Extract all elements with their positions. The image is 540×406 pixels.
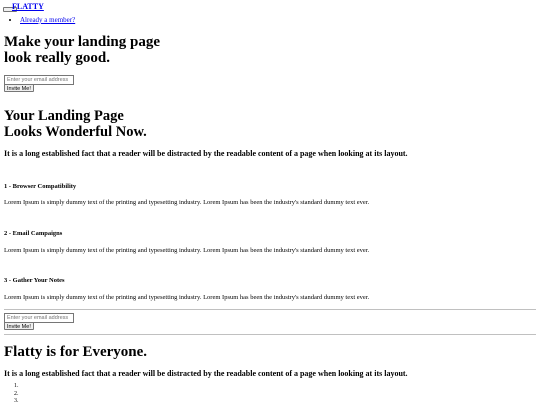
everyone-lead: It is a long established fact that a reader will be distracted by the readable content of a page when looking at its layout. (4, 369, 408, 378)
hero-title-line2: look really good. (4, 49, 110, 66)
hero-invite-button[interactable]: Invite Me! (4, 84, 34, 92)
features-title-line1: Your Landing Page (4, 108, 124, 124)
nav-item (20, 16, 75, 24)
already-member-link[interactable]: Already a member? (20, 16, 76, 24)
feature-title: 2 - Email Campaigns (4, 230, 63, 237)
section-divider (4, 309, 536, 310)
feature-text: Lorem Ipsum is simply dummy text of the printing and typesetting industry. Lorem Ipsum has been the industry's standard dummy text ever. (4, 294, 370, 301)
everyone-title: Flatty is for Everyone. (4, 344, 148, 360)
feature-text: Lorem Ipsum is simply dummy text of the printing and typesetting industry. Lorem Ipsum has been the industry's standard dummy text ever. (4, 199, 370, 206)
hero-title (4, 35, 160, 66)
feature-title: 3 - Gather Your Notes (4, 277, 65, 284)
feature-title: 1 - Browser Compatibility (4, 183, 77, 190)
brand-link[interactable]: FLATTY (12, 2, 44, 11)
features-title (4, 109, 147, 140)
features-title-line2: Looks Wonderful Now. (4, 123, 147, 140)
features-invite-button[interactable]: Invite Me! (4, 322, 34, 330)
section-divider (4, 334, 536, 335)
feature-text: Lorem Ipsum is simply dummy text of the printing and typesetting industry. Lorem Ipsum has been the industry's standard dummy text ever. (4, 247, 370, 254)
nav-list (0, 16, 75, 24)
features-lead: It is a long established fact that a reader will be distracted by the readable content of a page when looking at its layout. (4, 149, 408, 158)
hero-title-line1: Make your landing page (4, 34, 160, 50)
steps-list (0, 383, 20, 406)
